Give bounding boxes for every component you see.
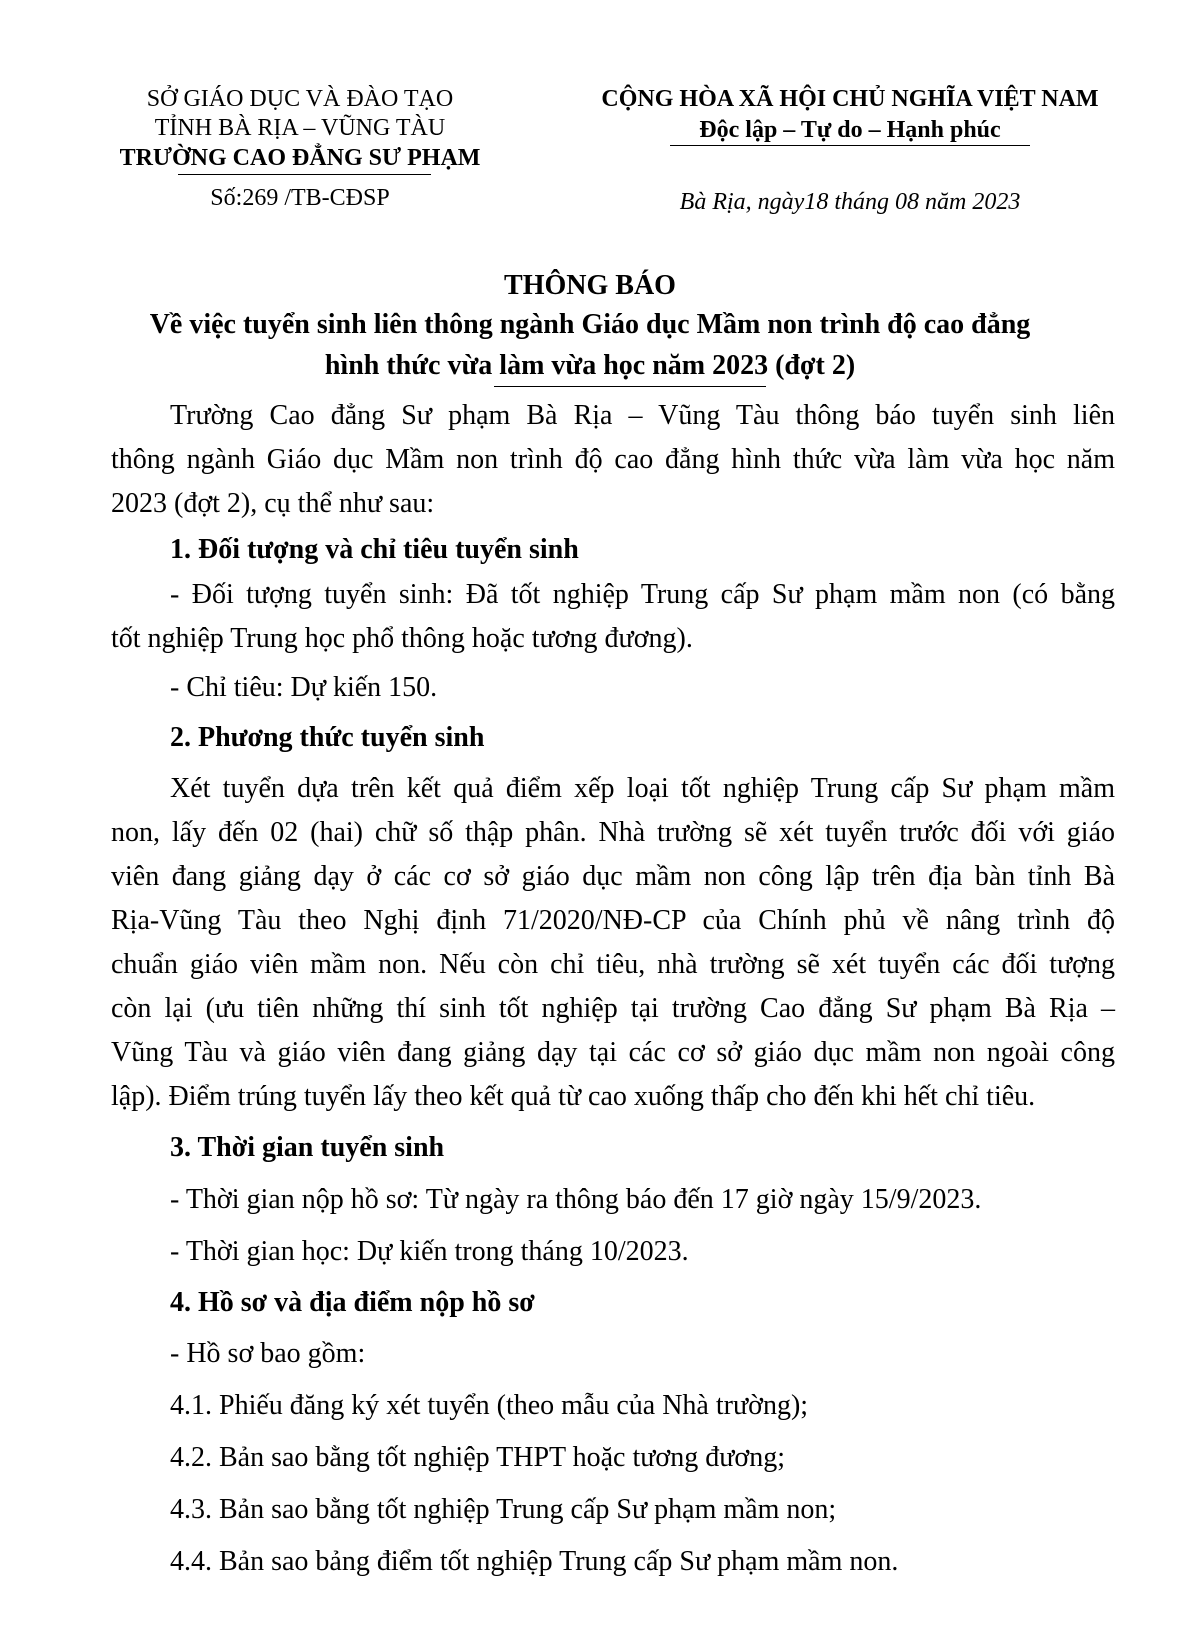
section-1-item-1: - Đối tượng tuyển sinh: Đã tốt nghiệp Trung cấp Sư phạm mầm non (có bằng <box>170 579 1115 610</box>
section-2-line-4: Rịa-Vũng Tàu theo Nghị định 71/2020/NĐ-CP của Chính phủ về nâng trình độ <box>111 905 1115 936</box>
section-3-item-1: - Thời gian nộp hồ sơ: Từ ngày ra thông báo đến 17 giờ ngày 15/9/2023. <box>170 1184 982 1215</box>
school-name: TRƯỜNG CAO ĐẲNG SƯ PHẠM <box>119 145 481 171</box>
section-2-line-6: còn lại (ưu tiên những thí sinh tốt nghiệp tại trường Cao đẳng Sư phạm Bà Rịa – <box>111 993 1115 1024</box>
province-name: TỈNH BÀ RỊA – VŨNG TÀU <box>154 115 446 141</box>
section-2-line-2: non, lấy đến 02 (hai) chữ số thập phân. Nhà trường sẽ xét tuyển trước đối với giáo <box>111 817 1115 848</box>
school-name-underline <box>178 174 431 175</box>
section-1-title: 1. Đối tượng và chỉ tiêu tuyển sinh <box>170 534 579 565</box>
section-4-item-1: - Hồ sơ bao gồm: <box>170 1338 366 1369</box>
issue-date: Bà Rịa, ngày18 tháng 08 năm 2023 <box>679 189 1021 215</box>
national-title: CỘNG HÒA XÃ HỘI CHỦ NGHĨA VIỆT NAM <box>601 86 1099 112</box>
section-4-item-3: 4.2. Bản sao bằng tốt nghiệp THPT hoặc tương đương; <box>170 1442 785 1473</box>
intro-line-2: thông ngành Giáo dục Mầm non trình độ cao đẳng hình thức vừa làm vừa học năm <box>111 444 1115 475</box>
intro-line-3: 2023 (đợt 2), cụ thể như sau: <box>111 488 435 519</box>
section-2-title: 2. Phương thức tuyển sinh <box>170 722 485 753</box>
section-4-title: 4. Hồ sơ và địa điểm nộp hồ sơ <box>170 1287 535 1318</box>
motto-underline <box>670 145 1030 146</box>
section-3-title: 3. Thời gian tuyển sinh <box>170 1132 445 1163</box>
section-2-line-3: viên đang giảng dạy ở các cơ sở giáo dục mầm non công lập trên địa bàn tỉnh Bà <box>111 861 1115 892</box>
agency-name: SỞ GIÁO DỤC VÀ ĐÀO TẠO <box>146 86 454 112</box>
notice-subject-line-1: Về việc tuyển sinh liên thông ngành Giáo dục Mầm non trình độ cao đẳng <box>149 309 1031 340</box>
notice-heading: THÔNG BÁO <box>504 270 676 301</box>
section-3-item-2: - Thời gian học: Dự kiến trong tháng 10/2023. <box>170 1236 689 1267</box>
section-4-item-5: 4.4. Bản sao bảng điểm tốt nghiệp Trung cấp Sư phạm mầm non. <box>170 1546 899 1577</box>
notice-subject-line-2: hình thức vừa làm vừa học năm 2023 (đợt 2) <box>324 350 856 381</box>
section-4-item-2: 4.1. Phiếu đăng ký xét tuyển (theo mẫu của Nhà trường); <box>170 1390 809 1421</box>
section-2-line-5: chuẩn giáo viên mầm non. Nếu còn chỉ tiêu, nhà trường sẽ xét tuyển các đối tượng <box>111 949 1115 980</box>
section-2-line-8: lập). Điểm trúng tuyển lấy theo kết quả từ cao xuống thấp cho đến khi hết chỉ tiêu. <box>111 1081 1036 1112</box>
section-2-line-7: Vũng Tàu và giáo viên đang giảng dạy tại các cơ sở giáo dục mầm non ngoài công <box>111 1037 1115 1068</box>
subject-underline <box>494 386 766 387</box>
section-1-item-2: - Chỉ tiêu: Dự kiến 150. <box>170 672 438 703</box>
intro-line-1: Trường Cao đẳng Sư phạm Bà Rịa – Vũng Tàu thông báo tuyển sinh liên <box>170 400 1115 431</box>
section-4-item-4: 4.3. Bản sao bằng tốt nghiệp Trung cấp Sư phạm mầm non; <box>170 1494 837 1525</box>
section-2-line-1: Xét tuyển dựa trên kết quả điểm xếp loại tốt nghiệp Trung cấp Sư phạm mầm <box>170 773 1115 804</box>
national-motto: Độc lập – Tự do – Hạnh phúc <box>699 117 1001 143</box>
section-1-item-1-cont: tốt nghiệp Trung học phổ thông hoặc tương đương). <box>111 623 693 654</box>
document-number: Số:269 /TB-CĐSP <box>210 185 390 211</box>
